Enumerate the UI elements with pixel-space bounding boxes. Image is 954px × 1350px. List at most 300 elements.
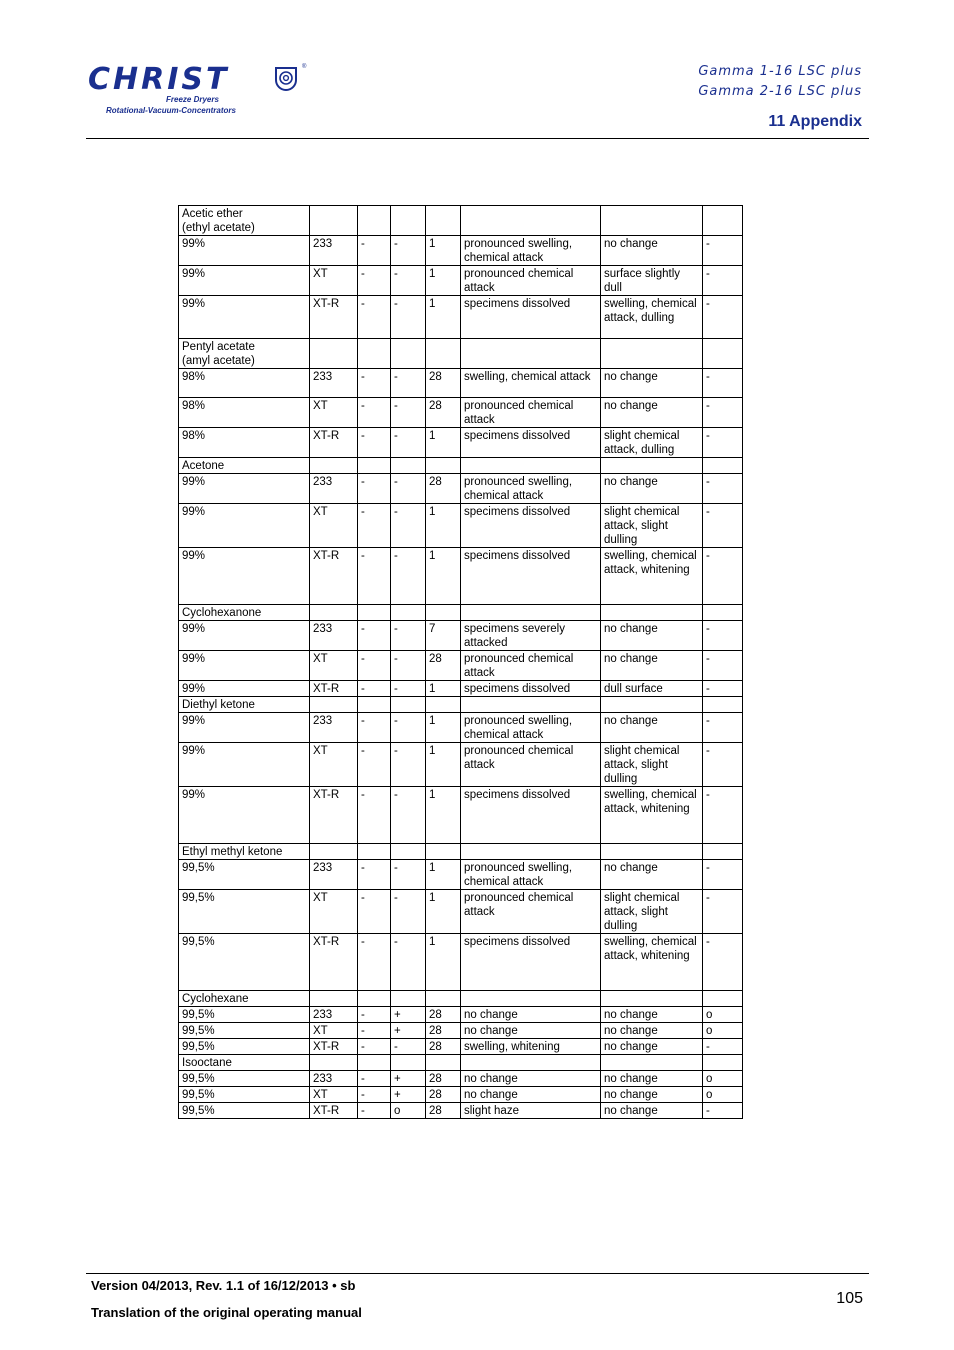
table-cell: - [358, 474, 391, 504]
table-row [179, 651, 743, 681]
table-row [179, 474, 743, 504]
table-cell: - [358, 1039, 391, 1055]
table-row [179, 428, 743, 458]
table-cell: + [391, 1071, 426, 1087]
table-cell: 1 [426, 934, 461, 991]
table-cell: 99% [179, 651, 310, 681]
table-cell: o [703, 1023, 743, 1039]
table-cell [358, 697, 391, 713]
table-cell: XT-R [310, 428, 358, 458]
table-cell: swelling, chemical attack, whitening [601, 934, 703, 991]
table-cell [358, 991, 391, 1007]
table-cell: - [391, 548, 426, 605]
table-cell: slight chemical attack, slight dulling [601, 890, 703, 934]
table-row [179, 1103, 743, 1119]
table-cell [358, 605, 391, 621]
logo-subtitle-2: Rotational-Vacuum-Concentrators [106, 106, 236, 115]
table-cell: 1 [426, 681, 461, 697]
table-row [179, 787, 743, 844]
table-cell: pronounced chemical attack [461, 890, 601, 934]
table-cell: 1 [426, 504, 461, 548]
table-cell: - [358, 860, 391, 890]
table-cell: - [703, 236, 743, 266]
table-cell: Acetic ether (ethyl acetate) [179, 206, 310, 236]
table-row [179, 860, 743, 890]
table-cell: o [703, 1071, 743, 1087]
table-cell: - [358, 1023, 391, 1039]
table-cell: - [358, 296, 391, 339]
table-cell [426, 339, 461, 369]
table-row [179, 605, 743, 621]
table-cell: no change [601, 651, 703, 681]
table-row [179, 1071, 743, 1087]
table-cell: 1 [426, 548, 461, 605]
table-cell [426, 697, 461, 713]
table-cell: 99% [179, 236, 310, 266]
table-cell: - [703, 890, 743, 934]
table-cell: specimens dissolved [461, 934, 601, 991]
table-cell [703, 844, 743, 860]
table-cell: specimens severely attacked [461, 621, 601, 651]
table-cell [601, 991, 703, 1007]
table-cell: 99,5% [179, 890, 310, 934]
table-cell [391, 844, 426, 860]
table-row [179, 1087, 743, 1103]
table-cell: - [391, 236, 426, 266]
registered-mark-icon: ® [302, 64, 307, 70]
table-cell: 233 [310, 1007, 358, 1023]
table-cell: 28 [426, 369, 461, 398]
table-row [179, 743, 743, 787]
table-cell: pronounced swelling, chemical attack [461, 860, 601, 890]
table-cell: 98% [179, 369, 310, 398]
table-cell [391, 206, 426, 236]
table-cell: 28 [426, 1039, 461, 1055]
table-cell: no change [601, 398, 703, 428]
table-cell: - [358, 1007, 391, 1023]
swirl-logo-icon [274, 66, 298, 92]
table-cell: - [358, 1087, 391, 1103]
table-cell: 99,5% [179, 1071, 310, 1087]
table-cell: pronounced chemical attack [461, 266, 601, 296]
table-cell: 233 [310, 713, 358, 743]
table-cell [310, 991, 358, 1007]
table-cell: - [703, 369, 743, 398]
table-cell: 233 [310, 1071, 358, 1087]
table-cell: 1 [426, 236, 461, 266]
table-cell: - [703, 474, 743, 504]
table-cell [391, 458, 426, 474]
table-cell: - [703, 713, 743, 743]
table-cell: 1 [426, 890, 461, 934]
table-cell: - [703, 428, 743, 458]
page-header [0, 0, 954, 140]
table-cell: 1 [426, 787, 461, 844]
table-cell: no change [601, 1087, 703, 1103]
table-cell: - [391, 1039, 426, 1055]
table-cell: swelling, chemical attack [461, 369, 601, 398]
table-cell: slight chemical attack, slight dulling [601, 743, 703, 787]
table-row [179, 236, 743, 266]
table-cell [601, 458, 703, 474]
table-row [179, 1055, 743, 1071]
table-cell: specimens dissolved [461, 504, 601, 548]
table-cell [601, 1055, 703, 1071]
table-cell: swelling, chemical attack, dulling [601, 296, 703, 339]
table-cell: no change [601, 1103, 703, 1119]
table-cell: pronounced chemical attack [461, 398, 601, 428]
table-cell: slight chemical attack, dulling [601, 428, 703, 458]
table-cell [601, 697, 703, 713]
table-cell: XT [310, 1023, 358, 1039]
table-cell [461, 697, 601, 713]
table-cell: 98% [179, 398, 310, 428]
table-cell: no change [601, 713, 703, 743]
table-cell: 99% [179, 621, 310, 651]
table-cell [391, 697, 426, 713]
table-cell [703, 697, 743, 713]
section-title: 11 Appendix [768, 113, 862, 130]
table-cell: - [358, 934, 391, 991]
table-cell [461, 206, 601, 236]
table-cell: - [391, 713, 426, 743]
table-cell: + [391, 1023, 426, 1039]
table-row [179, 681, 743, 697]
table-cell: - [391, 934, 426, 991]
table-cell [461, 605, 601, 621]
table-cell [310, 844, 358, 860]
table-cell [310, 697, 358, 713]
table-cell: XT [310, 504, 358, 548]
table-cell [310, 458, 358, 474]
table-cell: - [358, 1071, 391, 1087]
page-number: 105 [836, 1290, 863, 1307]
table-cell: - [703, 296, 743, 339]
table-cell [358, 339, 391, 369]
table-cell: - [358, 651, 391, 681]
table-cell: 99,5% [179, 934, 310, 991]
table-cell [358, 844, 391, 860]
table-cell: 99% [179, 548, 310, 605]
table-cell: specimens dissolved [461, 681, 601, 697]
table-cell: - [391, 474, 426, 504]
table-cell: Diethyl ketone [179, 697, 310, 713]
model-line-1: Gamma 1-16 LSC plus [698, 64, 862, 79]
table-cell [703, 1055, 743, 1071]
table-cell: XT [310, 1087, 358, 1103]
table-row [179, 890, 743, 934]
table-cell: - [703, 1103, 743, 1119]
table-cell [426, 1055, 461, 1071]
table-cell: - [358, 236, 391, 266]
table-cell: 28 [426, 1103, 461, 1119]
table-cell: swelling, chemical attack, whitening [601, 548, 703, 605]
table-cell: 28 [426, 398, 461, 428]
table-cell: 7 [426, 621, 461, 651]
table-cell [310, 605, 358, 621]
table-cell: - [358, 398, 391, 428]
table-cell [391, 991, 426, 1007]
table-row [179, 458, 743, 474]
table-cell: - [358, 504, 391, 548]
table-cell: - [703, 1039, 743, 1055]
table-cell: - [358, 369, 391, 398]
table-cell: pronounced chemical attack [461, 651, 601, 681]
table-cell [703, 605, 743, 621]
table-cell: 99% [179, 743, 310, 787]
table-cell: - [391, 860, 426, 890]
table-cell: 233 [310, 621, 358, 651]
table-cell: 1 [426, 428, 461, 458]
table-cell [703, 991, 743, 1007]
table-cell: Cyclohexanone [179, 605, 310, 621]
table-cell: pronounced chemical attack [461, 743, 601, 787]
table-cell [310, 206, 358, 236]
table-cell: swelling, whitening [461, 1039, 601, 1055]
table-cell [461, 844, 601, 860]
table-cell: 1 [426, 266, 461, 296]
table-cell [358, 206, 391, 236]
table-cell: no change [461, 1071, 601, 1087]
table-cell: XT [310, 743, 358, 787]
table-cell: - [703, 266, 743, 296]
table-cell [461, 991, 601, 1007]
table-cell: - [391, 890, 426, 934]
table-cell: Acetone [179, 458, 310, 474]
table-cell: - [391, 651, 426, 681]
table-cell [461, 339, 601, 369]
table-cell [703, 458, 743, 474]
table-cell: 28 [426, 1087, 461, 1103]
table-cell: Ethyl methyl ketone [179, 844, 310, 860]
header-divider [86, 138, 869, 139]
table-cell [391, 1055, 426, 1071]
table-cell: slight haze [461, 1103, 601, 1119]
table-cell: 99,5% [179, 860, 310, 890]
table-cell: XT [310, 266, 358, 296]
table-cell: - [358, 1103, 391, 1119]
table-cell: 99% [179, 787, 310, 844]
table-cell: pronounced swelling, chemical attack [461, 474, 601, 504]
table-cell: 99% [179, 474, 310, 504]
table-cell: XT-R [310, 296, 358, 339]
table-cell: 99% [179, 713, 310, 743]
table-cell: - [391, 296, 426, 339]
christ-logo [88, 62, 328, 122]
table-cell: no change [601, 236, 703, 266]
table-cell: 1 [426, 296, 461, 339]
table-cell: - [703, 548, 743, 605]
table-cell: 99,5% [179, 1023, 310, 1039]
table-cell [426, 458, 461, 474]
table-cell: - [391, 621, 426, 651]
table-cell: 99% [179, 681, 310, 697]
table-cell: XT-R [310, 681, 358, 697]
model-line-2: Gamma 2-16 LSC plus [698, 84, 862, 99]
table-cell: no change [601, 1039, 703, 1055]
table-row [179, 844, 743, 860]
table-cell: o [703, 1007, 743, 1023]
table-cell [703, 339, 743, 369]
table-cell [426, 991, 461, 1007]
table-cell [391, 339, 426, 369]
table-cell: swelling, chemical attack, whitening [601, 787, 703, 844]
table-cell [461, 458, 601, 474]
table-cell: - [391, 428, 426, 458]
table-cell: 99% [179, 296, 310, 339]
version-info: Version 04/2013, Rev. 1.1 of 16/12/2013 • sb [91, 1278, 356, 1293]
table-cell: - [703, 621, 743, 651]
table-cell: no change [601, 474, 703, 504]
table-cell: no change [461, 1087, 601, 1103]
table-cell [310, 1055, 358, 1071]
table-row [179, 206, 743, 236]
table-cell: 99,5% [179, 1007, 310, 1023]
table-cell: 1 [426, 743, 461, 787]
table-cell: - [703, 787, 743, 844]
table-cell: o [703, 1087, 743, 1103]
table-cell: - [358, 743, 391, 787]
table-cell [601, 844, 703, 860]
table-row [179, 266, 743, 296]
table-row [179, 339, 743, 369]
table-row [179, 621, 743, 651]
table-row [179, 713, 743, 743]
table-cell: pronounced swelling, chemical attack [461, 713, 601, 743]
table-cell [601, 206, 703, 236]
table-row [179, 1007, 743, 1023]
table-cell: specimens dissolved [461, 296, 601, 339]
table-cell: Cyclohexane [179, 991, 310, 1007]
table-row [179, 1039, 743, 1055]
table-cell: no change [461, 1007, 601, 1023]
table-cell: - [703, 934, 743, 991]
translation-note: Translation of the original operating manual [91, 1305, 362, 1320]
table-cell: 28 [426, 1007, 461, 1023]
table-cell: - [391, 504, 426, 548]
table-cell: - [358, 890, 391, 934]
table-cell: XT-R [310, 787, 358, 844]
footer-divider [86, 1273, 869, 1274]
table-row [179, 991, 743, 1007]
table-cell: - [358, 681, 391, 697]
table-cell: - [703, 681, 743, 697]
table-cell: surface slightly dull [601, 266, 703, 296]
table-cell: no change [601, 860, 703, 890]
table-row [179, 398, 743, 428]
table-cell: XT-R [310, 548, 358, 605]
table-cell: no change [601, 1071, 703, 1087]
table-cell: no change [601, 1023, 703, 1039]
chemical-resistance-table [178, 205, 743, 1119]
table-cell: slight chemical attack, slight dulling [601, 504, 703, 548]
table-cell: 99,5% [179, 1087, 310, 1103]
table-cell: - [358, 428, 391, 458]
table-cell [426, 605, 461, 621]
table-cell: 99,5% [179, 1103, 310, 1119]
table-cell: - [391, 743, 426, 787]
table-cell [310, 339, 358, 369]
table-cell: 1 [426, 860, 461, 890]
table-cell: pronounced swelling, chemical attack [461, 236, 601, 266]
table-row [179, 369, 743, 398]
table-cell: XT-R [310, 934, 358, 991]
table-cell: 28 [426, 1071, 461, 1087]
table-cell: dull surface [601, 681, 703, 697]
table-cell: no change [601, 621, 703, 651]
table-cell [358, 458, 391, 474]
table-cell: - [391, 266, 426, 296]
table-cell: 99,5% [179, 1039, 310, 1055]
table-cell: 98% [179, 428, 310, 458]
table-cell: o [391, 1103, 426, 1119]
table-cell: Pentyl acetate (amyl acetate) [179, 339, 310, 369]
table-cell: - [703, 504, 743, 548]
table-cell [358, 1055, 391, 1071]
table-cell: - [358, 787, 391, 844]
table-row [179, 934, 743, 991]
table-cell [426, 206, 461, 236]
table-row [179, 548, 743, 605]
table-cell: 28 [426, 474, 461, 504]
table-row [179, 296, 743, 339]
table-cell [461, 1055, 601, 1071]
table-cell: 1 [426, 713, 461, 743]
table-cell: - [391, 398, 426, 428]
table-cell: - [358, 621, 391, 651]
table-cell: - [358, 548, 391, 605]
table-cell: 233 [310, 369, 358, 398]
table-cell [703, 206, 743, 236]
table-cell: XT-R [310, 1039, 358, 1055]
table-cell: + [391, 1087, 426, 1103]
table-cell: - [703, 651, 743, 681]
table-cell: - [391, 787, 426, 844]
table-cell [601, 339, 703, 369]
table-cell: XT [310, 398, 358, 428]
table-cell: 233 [310, 860, 358, 890]
table-cell: no change [601, 369, 703, 398]
table-cell: - [391, 681, 426, 697]
table-cell: XT-R [310, 1103, 358, 1119]
table-cell: - [391, 369, 426, 398]
table-cell: no change [461, 1023, 601, 1039]
table-cell [601, 605, 703, 621]
table-cell: Isooctane [179, 1055, 310, 1071]
table-row [179, 504, 743, 548]
table-cell: - [358, 266, 391, 296]
table-cell: - [703, 743, 743, 787]
table-cell [391, 605, 426, 621]
table-cell: - [358, 713, 391, 743]
table-cell: no change [601, 1007, 703, 1023]
table-row [179, 697, 743, 713]
table-cell: - [703, 398, 743, 428]
table-cell: - [703, 860, 743, 890]
table-cell: 99% [179, 266, 310, 296]
table-cell: specimens dissolved [461, 787, 601, 844]
table-row [179, 1023, 743, 1039]
table-cell: 28 [426, 651, 461, 681]
table-cell: 233 [310, 474, 358, 504]
logo-subtitle-1: Freeze Dryers [166, 95, 219, 104]
table-cell: XT [310, 890, 358, 934]
table-cell: XT [310, 651, 358, 681]
logo-wordmark: CHRIST [88, 62, 230, 97]
table-cell: 28 [426, 1023, 461, 1039]
table-cell [426, 844, 461, 860]
table-cell: + [391, 1007, 426, 1023]
